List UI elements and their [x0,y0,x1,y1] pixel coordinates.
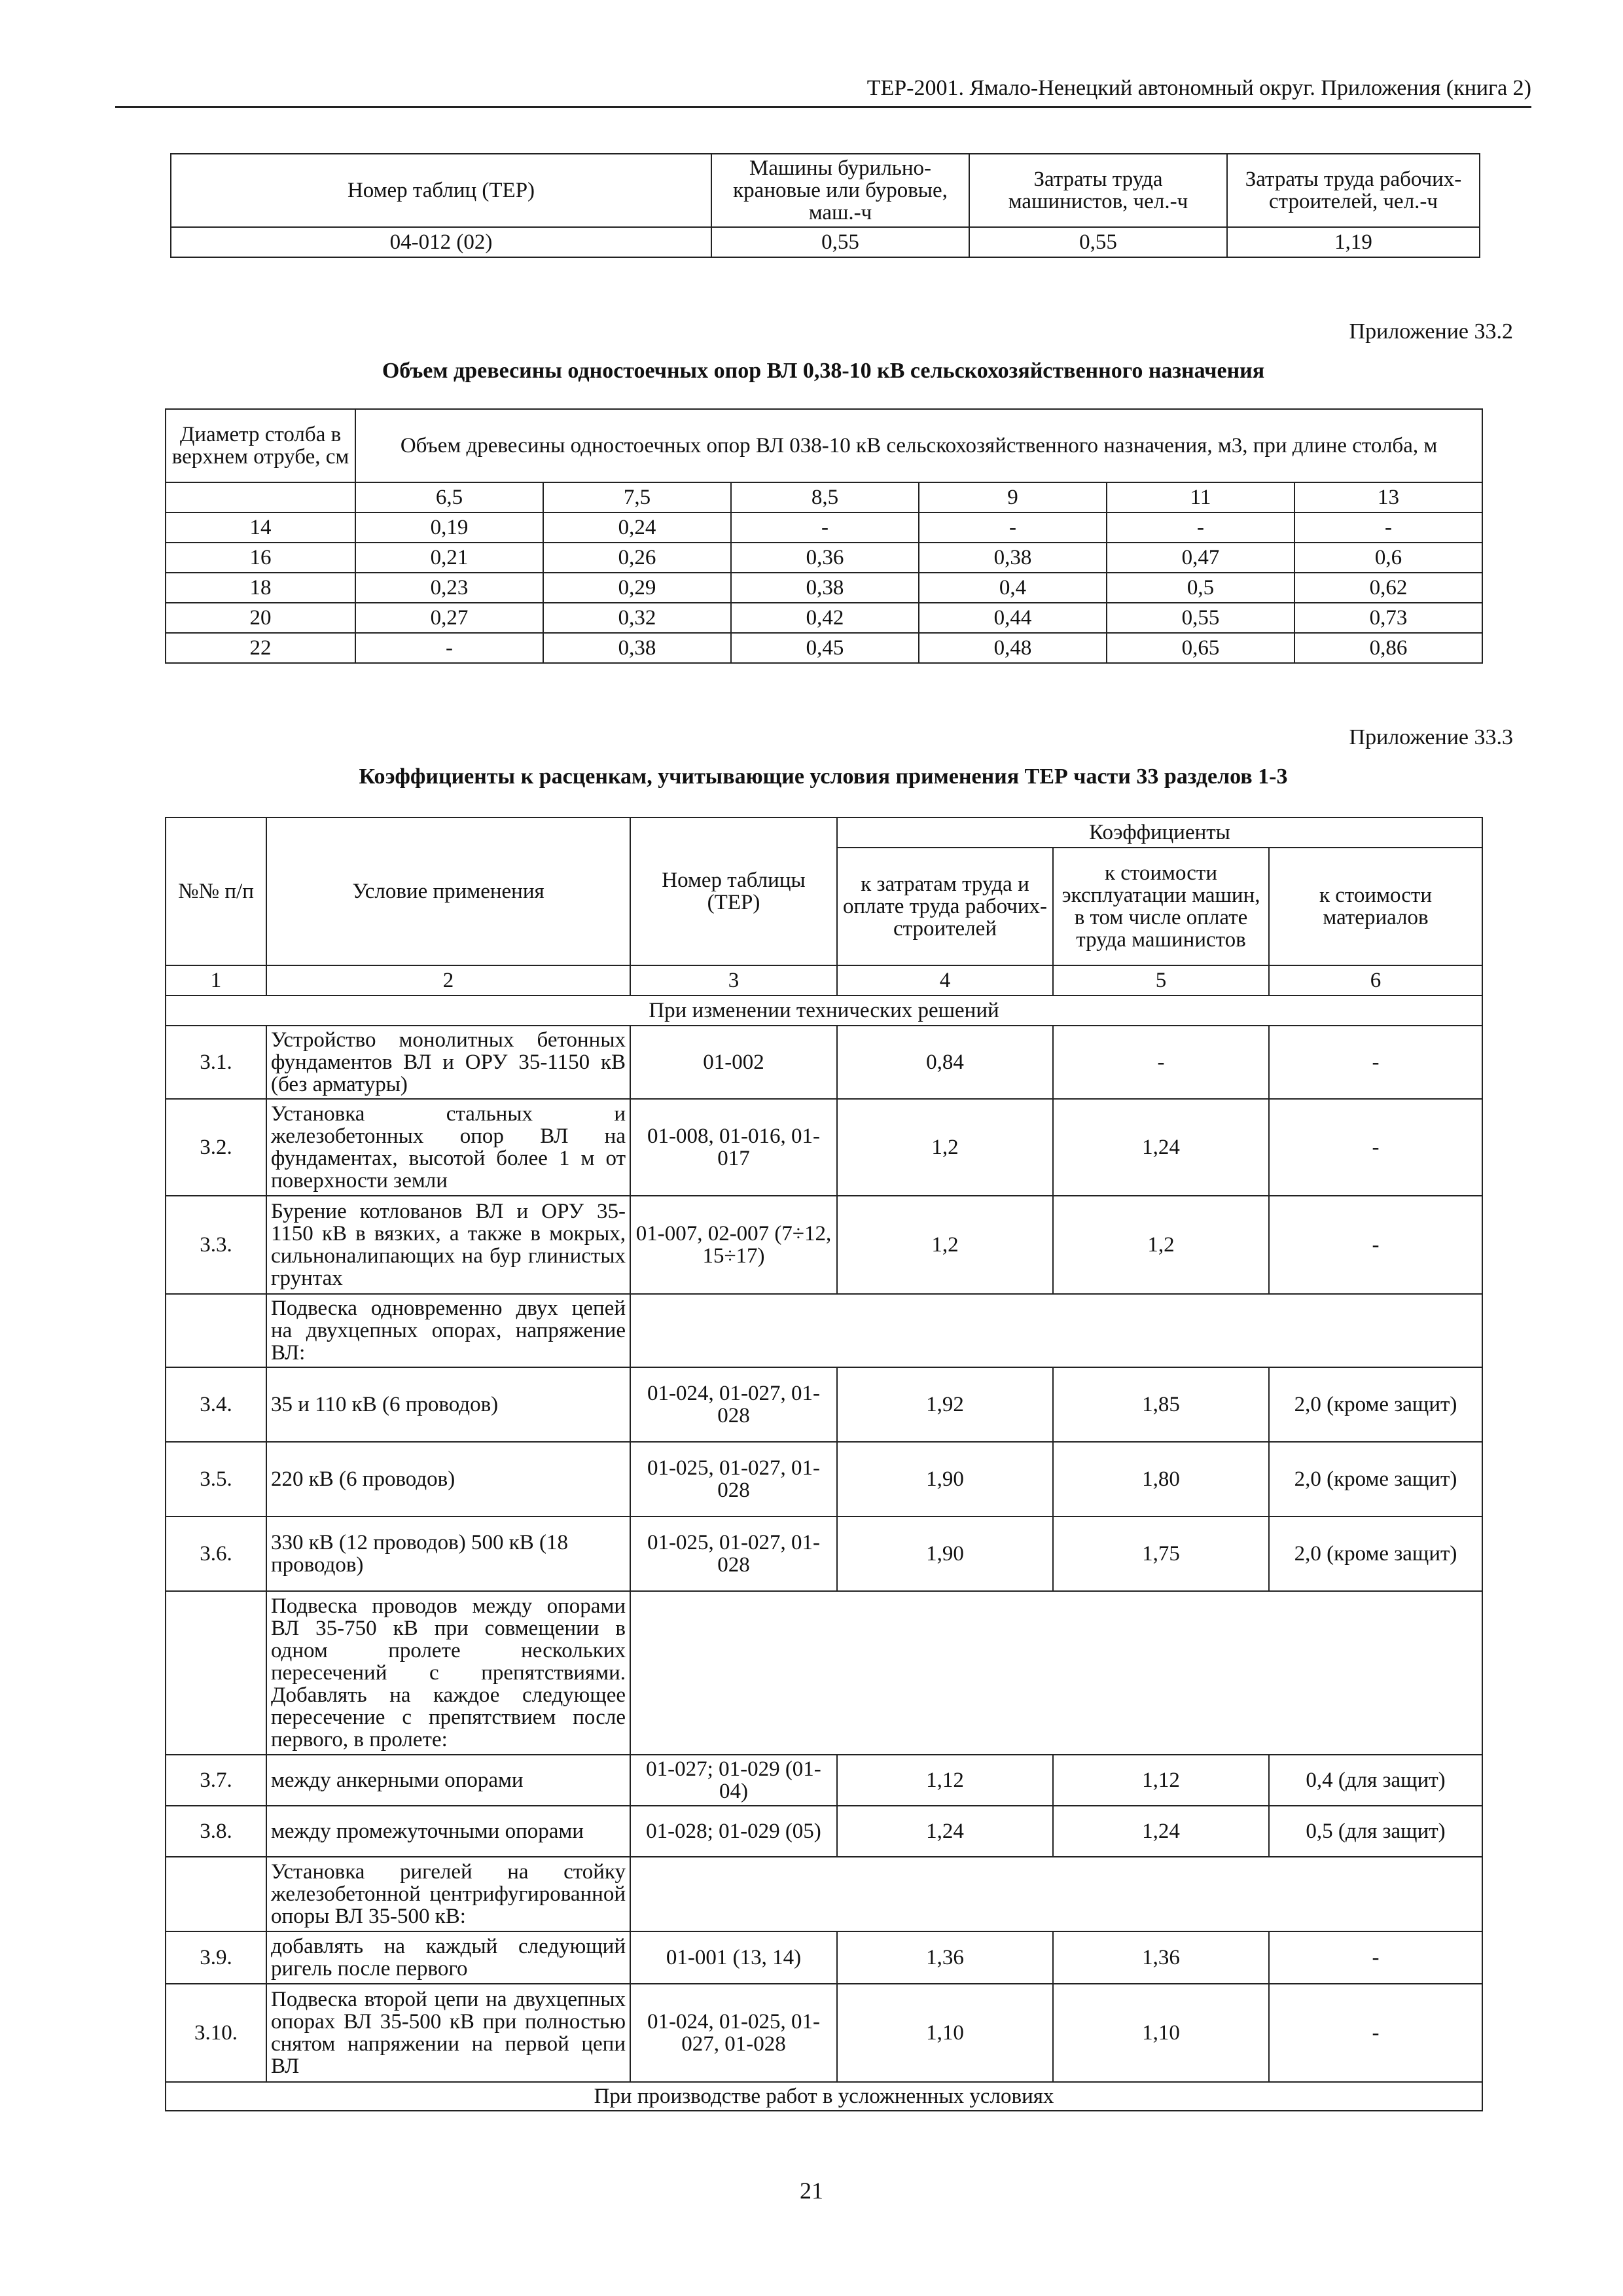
volume-header: Объем древесины одностоечных опор ВЛ 038-10 кВ сельскохозяйственного назначения, м3, при длине столба, м [355,409,1482,482]
empty-cell [166,1857,266,1931]
cell: 14 [166,512,355,543]
cell: 0,26 [543,543,731,573]
condition: Устройство монолитных бетонных фундаментов ВЛ и ОРУ 35-1150 кВ (без арматуры) [266,1026,630,1099]
table-row [166,1026,1482,1099]
coef-materials: - [1269,1196,1482,1294]
empty-cell [166,482,355,512]
column-number: 1 [166,965,266,996]
t1-cell: 04-012 (02) [171,227,711,257]
header-title: ТЕР-2001. Ямало-Ненецкий автономный округ. Приложения (книга 2) [866,76,1531,100]
empty-cell [166,1294,266,1367]
row-num: 3.4. [166,1367,266,1442]
cell: 0,5 [1107,573,1294,603]
column-number: 6 [1269,965,1482,996]
table-ref: 01-024, 01-025, 01-027, 01-028 [630,1984,837,2082]
cell: 18 [166,573,355,603]
cell: 0,38 [543,633,731,663]
table-row [166,512,1482,543]
t1-header-operators: Затраты труда машинистов, чел.-ч [969,154,1227,227]
cell: 0,45 [731,633,919,663]
table-ref: 01-001 (13, 14) [630,1931,837,1984]
condition: Подвеска одновременно двух цепей на двухцепных опорах, напряжение ВЛ: [266,1294,630,1367]
coef-machines: 1,75 [1053,1516,1269,1591]
coef-labor: 1,24 [837,1806,1053,1857]
row-num: 3.9. [166,1931,266,1984]
cell: - [919,512,1107,543]
diameter-header: Диаметр столба в верхнем отрубе, см [166,409,355,482]
length-header: 6,5 [355,482,543,512]
table-row [166,1755,1482,1806]
table-ref: 01-007, 02-007 (7÷12, 15÷17) [630,1196,837,1294]
table-row [166,1442,1482,1516]
appendix-label: Приложение 33.2 [1349,319,1513,344]
empty-cell [166,1591,266,1755]
cell: 16 [166,543,355,573]
coef-machines: 1,10 [1053,1984,1269,2082]
cell: 0,48 [919,633,1107,663]
t1-header-machines: Машины бурильно-крановые или буровые, маш.-ч [711,154,969,227]
coef-machines: 1,85 [1053,1367,1269,1442]
coef-labor: 1,90 [837,1516,1053,1591]
header-condition: Условие применения [266,817,630,965]
coef-machines: 1,80 [1053,1442,1269,1516]
t1-cell: 0,55 [711,227,969,257]
cell: 0,19 [355,512,543,543]
cell: 0,62 [1294,573,1482,603]
header-machines: к стоимости эксплуатации машин, в том числе оплате труда машинистов [1053,848,1269,965]
t1-cell: 1,19 [1227,227,1480,257]
cell: 22 [166,633,355,663]
length-header: 11 [1107,482,1294,512]
length-header: 9 [919,482,1107,512]
column-number: 3 [630,965,837,996]
row-num: 3.6. [166,1516,266,1591]
coef-materials: - [1269,1984,1482,2082]
coef-materials: 0,4 (для защит) [1269,1755,1482,1806]
coef-machines: 1,2 [1053,1196,1269,1294]
coef-machines: 1,12 [1053,1755,1269,1806]
cell: 0,86 [1294,633,1482,663]
header-num: №№ п/п [166,817,266,965]
section-row: При производстве работ в усложненных условиях [166,2082,1482,2111]
table-row [166,1806,1482,1857]
condition: Бурение котлованов ВЛ и ОРУ 35-1150 кВ в вязких, а также в мокрых, сильноналипающих на бур глинистых грунтах [266,1196,630,1294]
column-number: 4 [837,965,1053,996]
coef-labor: 1,92 [837,1367,1053,1442]
condition: Подвеска проводов между опорами ВЛ 35-750 кВ при совмещении в одном пролете нескольких пересечений с препятствиями. Добавлять на каждое следующее пересечение с препятствием после первого, в пролете: [266,1591,630,1755]
section-row: При изменении технических решений [166,996,1482,1026]
header-labor: к затратам труда и оплате труда рабочих-строителей [837,848,1053,965]
row-num: 3.7. [166,1755,266,1806]
cell: 0,47 [1107,543,1294,573]
coef-labor: 1,2 [837,1196,1053,1294]
t1-header-table: Номер таблиц (ТЕР) [171,154,711,227]
table-machines [170,153,1480,258]
subheader-row [166,1294,1482,1367]
row-num: 3.2. [166,1099,266,1196]
table-row [166,1099,1482,1196]
table-row [166,1931,1482,1984]
table-row [166,603,1482,633]
condition: Установка стальных и железобетонных опор ВЛ на фундаментах, высотой более 1 м от поверхности земли [266,1099,630,1196]
appendix-label: Приложение 33.3 [1349,725,1513,749]
coef-labor: 1,10 [837,1984,1053,2082]
page-number: 21 [800,2178,823,2204]
table-ref: 01-025, 01-027, 01-028 [630,1516,837,1591]
table-row [166,543,1482,573]
coef-labor: 1,36 [837,1931,1053,1984]
coef-materials: 2,0 (кроме защит) [1269,1367,1482,1442]
running-header [115,73,1531,108]
cell: 0,38 [731,573,919,603]
cell: 0,4 [919,573,1107,603]
header-materials: к стоимости материалов [1269,848,1482,965]
row-num: 3.8. [166,1806,266,1857]
coef-materials: - [1269,1026,1482,1099]
row-num: 3.3. [166,1196,266,1294]
cell: 0,23 [355,573,543,603]
coef-materials: 2,0 (кроме защит) [1269,1442,1482,1516]
table-ref: 01-024, 01-027, 01-028 [630,1367,837,1442]
row-num: 3.10. [166,1984,266,2082]
coef-labor: 0,84 [837,1026,1053,1099]
coef-materials: - [1269,1099,1482,1196]
column-number: 2 [266,965,630,996]
cell: 0,42 [731,603,919,633]
cell: 0,24 [543,512,731,543]
cell: - [355,633,543,663]
coef-machines: 1,24 [1053,1099,1269,1196]
cell: 0,21 [355,543,543,573]
cell: 0,73 [1294,603,1482,633]
cell: 0,27 [355,603,543,633]
length-header: 7,5 [543,482,731,512]
empty-cell [630,1857,1482,1931]
coef-machines: - [1053,1026,1269,1099]
header-table-number: Номер таблицы (ТЕР) [630,817,837,965]
table-ref: 01-002 [630,1026,837,1099]
table-row [166,573,1482,603]
table-ref: 01-025, 01-027, 01-028 [630,1442,837,1516]
t1-cell: 0,55 [969,227,1227,257]
empty-cell [630,1294,1482,1367]
condition: между промежуточными опорами [266,1806,630,1857]
coef-machines: 1,36 [1053,1931,1269,1984]
table-coefficients [165,817,1483,2111]
coef-labor: 1,12 [837,1755,1053,1806]
coef-materials: - [1269,1931,1482,1984]
coef-materials: 2,0 (кроме защит) [1269,1516,1482,1591]
length-header: 8,5 [731,482,919,512]
condition: Установка ригелей на стойку железобетонной центрифугированной опоры ВЛ 35-500 кВ: [266,1857,630,1931]
row-num: 3.1. [166,1026,266,1099]
condition: 35 и 110 кВ (6 проводов) [266,1367,630,1442]
header-coefficients: Коэффициенты [837,817,1482,848]
condition: 220 кВ (6 проводов) [266,1442,630,1516]
cell: - [1294,512,1482,543]
condition: добавлять на каждый следующий ригель после первого [266,1931,630,1984]
coef-labor: 1,2 [837,1099,1053,1196]
coef-labor: 1,90 [837,1442,1053,1516]
table-ref: 01-008, 01-016, 01-017 [630,1099,837,1196]
column-number: 5 [1053,965,1269,996]
table-row [166,1984,1482,2082]
coef-materials: 0,5 (для защит) [1269,1806,1482,1857]
empty-cell [630,1591,1482,1755]
cell: 0,6 [1294,543,1482,573]
cell: 0,38 [919,543,1107,573]
cell: 0,36 [731,543,919,573]
cell: 20 [166,603,355,633]
row-num: 3.5. [166,1442,266,1516]
cell: - [1107,512,1294,543]
cell: 0,55 [1107,603,1294,633]
table-ref: 01-027; 01-029 (01-04) [630,1755,837,1806]
cell: - [731,512,919,543]
section-title: Объем древесины одностоечных опор ВЛ 0,38-10 кВ сельскохозяйственного назначения [382,359,1265,383]
section-title: Коэффициенты к расценкам, учитывающие условия применения ТЕР части 33 разделов 1-3 [359,764,1288,789]
length-header: 13 [1294,482,1482,512]
cell: 0,29 [543,573,731,603]
condition: 330 кВ (12 проводов) 500 кВ (18 проводов) [266,1516,630,1591]
table-row [166,633,1482,663]
condition: Подвеска второй цепи на двухцепных опорах ВЛ 35-500 кВ при полностью снятом напряжении на первой цепи ВЛ [266,1984,630,2082]
table-ref: 01-028; 01-029 (05) [630,1806,837,1857]
subheader-row [166,1591,1482,1755]
table-row [166,1516,1482,1591]
table-row [166,1367,1482,1442]
subheader-row [166,1857,1482,1931]
coef-machines: 1,24 [1053,1806,1269,1857]
cell: 0,65 [1107,633,1294,663]
cell: 0,32 [543,603,731,633]
table-row [166,1196,1482,1294]
condition: между анкерными опорами [266,1755,630,1806]
t1-header-workers: Затраты труда рабочих-строителей, чел.-ч [1227,154,1480,227]
table-wood-volume [165,408,1483,664]
cell: 0,44 [919,603,1107,633]
